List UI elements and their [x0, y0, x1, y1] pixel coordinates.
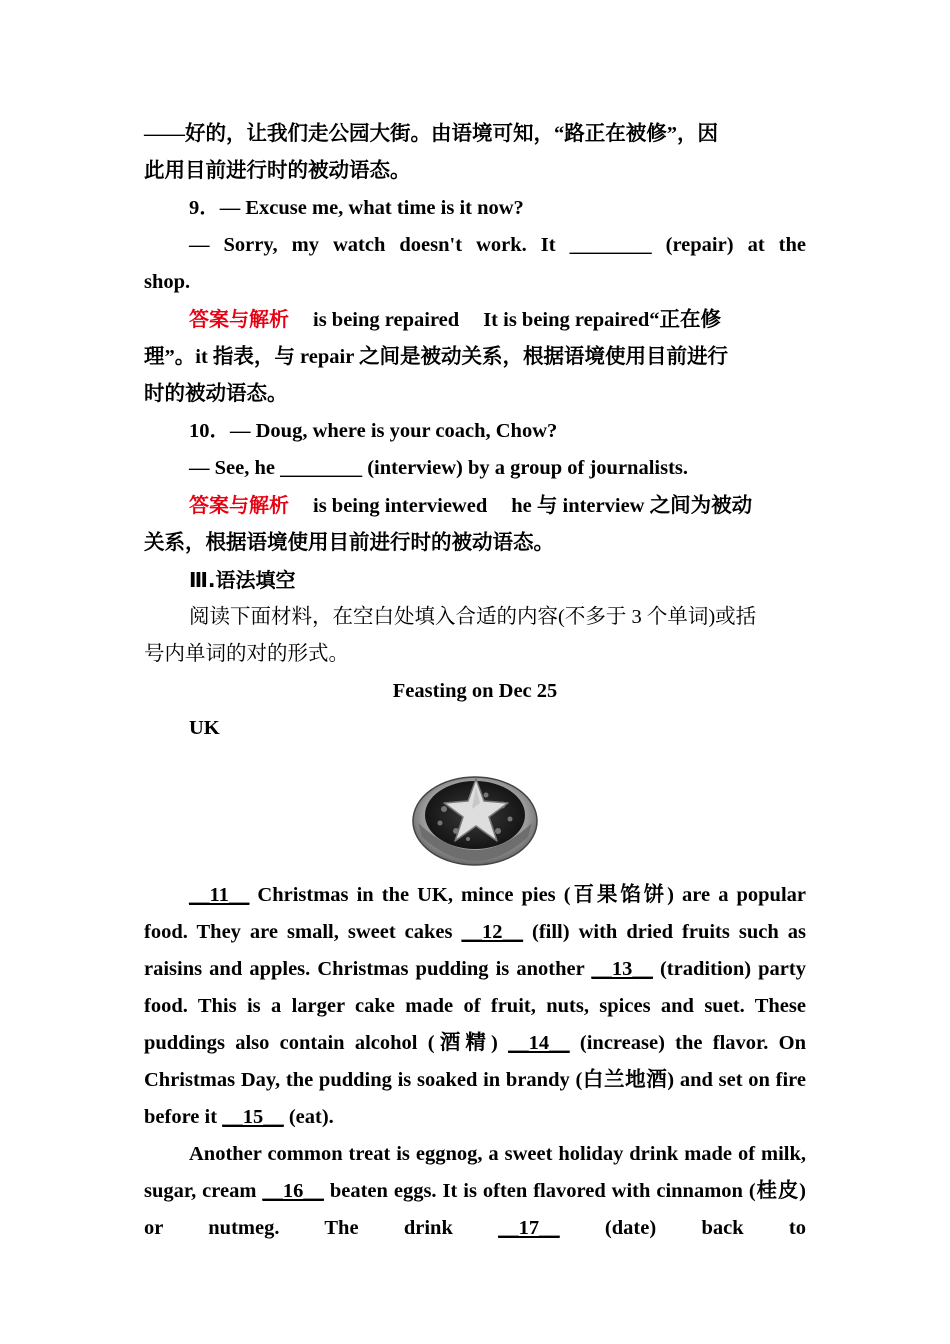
q10-response: — See, he ________ (interview) by a group of journalists.: [189, 457, 689, 479]
q10-answer: [144, 487, 806, 525]
q9-explanation: It is being repaired“正在修: [483, 309, 722, 331]
q10-explanation: he 与 interview 之间为被动: [511, 495, 753, 517]
q10-explanation-line-2: 关系，根据语境使用目前进行时的被动语态。: [144, 532, 554, 554]
paragraph-text: (fill) with dried fruits such as raisins and apples. Christmas pudding is another: [144, 921, 806, 980]
blank-16[interactable]: __16__: [262, 1180, 324, 1202]
paragraph-text: (date) back to: [559, 1217, 806, 1239]
intro-explanation-line-2: 此用目前进行时的被动语态。: [144, 160, 411, 182]
blank-14[interactable]: __14__: [508, 1032, 570, 1054]
paragraph-text: (tradition) party food. This is a larger cake made of fruit, nuts, spices and suet. These puddings also contain alcohol (酒精): [144, 958, 806, 1054]
blank-15[interactable]: __15__: [222, 1106, 284, 1128]
section-instructions: 阅读下面材料，在空白处填入合适的内容(不多于 3 个单词)或括: [189, 606, 757, 628]
q9-explanation-line-3: 时的被动语态。: [144, 383, 288, 405]
blank-13[interactable]: __13__: [591, 958, 653, 980]
document-page: [144, 116, 806, 1247]
paragraph-text: (eat).: [283, 1106, 334, 1128]
answer-label: 答案与解析: [189, 493, 289, 517]
intro-explanation-line-1: ——好的，让我们走公园大街。由语境可知，“路正在被修”，因: [144, 123, 718, 145]
passage-paragraph-2: [144, 1136, 806, 1247]
blank-17[interactable]: __17__: [498, 1217, 560, 1239]
section-heading: Ⅲ.语法填空: [189, 568, 296, 592]
answer-label: 答案与解析: [189, 307, 289, 331]
q9-prompt: 9．— Excuse me, what time is it now?: [189, 197, 524, 219]
blank-12[interactable]: __12__: [461, 921, 523, 943]
section-instructions-continued: 号内单词的对的形式。: [144, 643, 349, 665]
q9-answer: [144, 301, 806, 339]
passage-subtitle: UK: [189, 717, 220, 739]
q10-prompt: 10．— Doug, where is your coach, Chow?: [189, 420, 558, 442]
passage-paragraph-1: [144, 877, 806, 1136]
mince-pie-photo: [410, 765, 540, 869]
passage-title: Feasting on Dec 25: [392, 680, 558, 702]
q9-response-continued: shop.: [144, 271, 191, 293]
q9-response: — Sorry, my watch doesn't work. It ________ (repair) at the: [189, 234, 806, 256]
blank-11[interactable]: __11__: [189, 884, 250, 906]
paragraph-text: Christmas in the UK, mince pies (百果馅饼) are a popular food. They are small, sweet cakes: [144, 884, 806, 943]
q9-explanation-line-2: 理”。it 指表，与 repair 之间是被动关系，根据语境使用目前进行: [144, 346, 729, 368]
q10-answer-text: is being interviewed: [313, 495, 488, 517]
paragraph-text: beaten eggs. It is often flavored with cinnamon (桂皮) or nutmeg. The drink: [144, 1180, 806, 1239]
paragraph-text: (increase) the flavor. On Christmas Day, the pudding is soaked in brandy (白兰地酒) and set on fire before it: [144, 1032, 806, 1128]
q9-answer-text: is being repaired: [313, 309, 460, 331]
paragraph-text: Another common treat is eggnog, a sweet holiday drink made of milk, sugar, cream: [144, 1143, 806, 1202]
